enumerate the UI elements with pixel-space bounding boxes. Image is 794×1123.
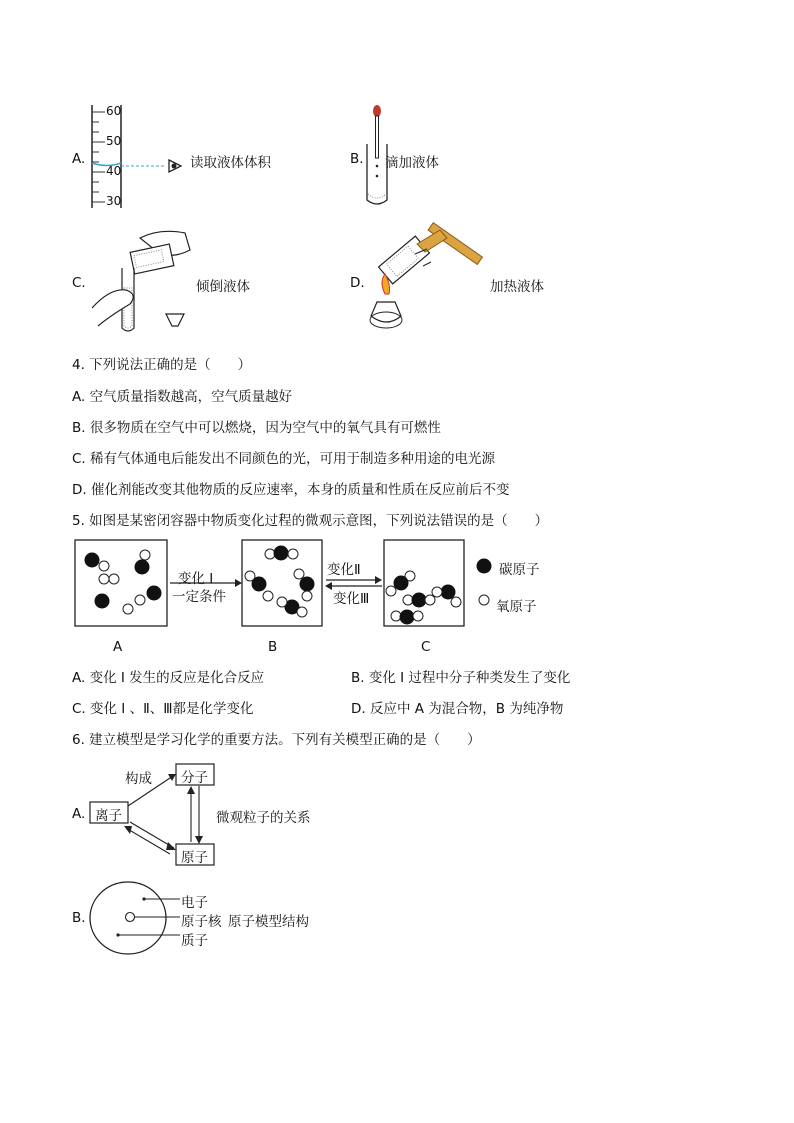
tick-label-50: 50 <box>106 134 122 148</box>
label-nucleus: 原子核 <box>181 914 222 930</box>
option-b-caption-atom-model: 原子模型结构 <box>228 914 309 930</box>
q5-stem: 5. 如图是某密闭容器中物质变化过程的微观示意图，下列说法错误的是（ ） <box>72 513 549 529</box>
tick-label-30: 30 <box>106 194 122 208</box>
legend-oxygen-label: 氧原子 <box>496 599 537 615</box>
arrow1-bottom-label: 一定条件 <box>172 589 226 605</box>
edge-label-composes: 构成 <box>125 771 152 787</box>
tick-label-60: 60 <box>106 104 122 118</box>
label-proton: 质子 <box>181 933 208 949</box>
micro-diagram <box>70 536 550 631</box>
arrow2-bottom-label: 变化Ⅲ <box>333 591 370 607</box>
nucleus-circle <box>126 913 135 922</box>
option-a-caption-relationship: 微观粒子的关系 <box>216 810 311 826</box>
node-atom: 原子 <box>181 850 208 866</box>
option-c-caption: 倾倒液体 <box>196 279 250 295</box>
box-c-label: C <box>421 639 431 655</box>
arrow2-top-label: 变化Ⅱ <box>327 562 361 578</box>
q6-option-b-letter[interactable]: B. <box>72 910 86 926</box>
node-ion: 离子 <box>95 808 122 824</box>
q5-option-d[interactable]: D. 反应中 A 为混合物，B 为纯净物 <box>351 701 564 717</box>
q6-option-a-letter[interactable]: A. <box>72 806 86 822</box>
heating-liquid-illustration <box>365 224 490 342</box>
q5-option-a[interactable]: A. 变化 I 发生的反应是化合反应 <box>72 670 265 686</box>
q6-stem: 6. 建立模型是学习化学的重要方法。下列有关模型正确的是（ ） <box>72 732 481 748</box>
q4-option-d[interactable]: D. 催化剂能改变其他物质的反应速率，本身的质量和性质在反应前后不变 <box>72 482 510 498</box>
legend-carbon-label: 碳原子 <box>499 562 540 578</box>
eye-icon <box>169 160 181 172</box>
node-molecule: 分子 <box>181 770 208 786</box>
option-a-caption: 读取液体体积 <box>190 155 271 171</box>
q4-option-a[interactable]: A. 空气质量指数越高，空气质量越好 <box>72 389 293 405</box>
legend-carbon-marker <box>477 559 492 574</box>
box-a-label: A <box>113 639 123 655</box>
box-a <box>75 540 167 626</box>
tick-label-40: 40 <box>106 164 122 178</box>
label-electron: 电子 <box>181 895 208 911</box>
atom-model-diagram <box>88 878 188 958</box>
q4-stem: 4. 下列说法正确的是（ ） <box>72 357 252 373</box>
graduated-cylinder-illustration <box>85 100 195 215</box>
option-a-letter[interactable]: A. <box>72 151 86 167</box>
option-d-caption: 加热液体 <box>490 279 544 295</box>
q4-option-b[interactable]: B. 很多物质在空气中可以燃烧，因为空气中的氧气具有可燃性 <box>72 420 441 436</box>
q4-option-c[interactable]: C. 稀有气体通电后能发出不同颜色的光，可用于制造多种用途的电光源 <box>72 451 496 467</box>
pouring-liquid-illustration <box>90 228 200 336</box>
legend-oxygen-marker <box>479 595 489 605</box>
option-b-caption: 滴加液体 <box>385 155 439 171</box>
arrow1-top-label: 变化 I <box>178 571 214 587</box>
q5-option-c[interactable]: C. 变化 I 、Ⅱ、Ⅲ都是化学变化 <box>72 701 254 717</box>
option-b-letter[interactable]: B. <box>350 151 364 167</box>
option-c-letter[interactable]: C. <box>72 275 86 291</box>
box-b-label: B <box>268 639 278 655</box>
q5-option-b[interactable]: B. 变化 I 过程中分子种类发生了变化 <box>351 670 571 686</box>
option-d-letter[interactable]: D. <box>350 275 365 291</box>
